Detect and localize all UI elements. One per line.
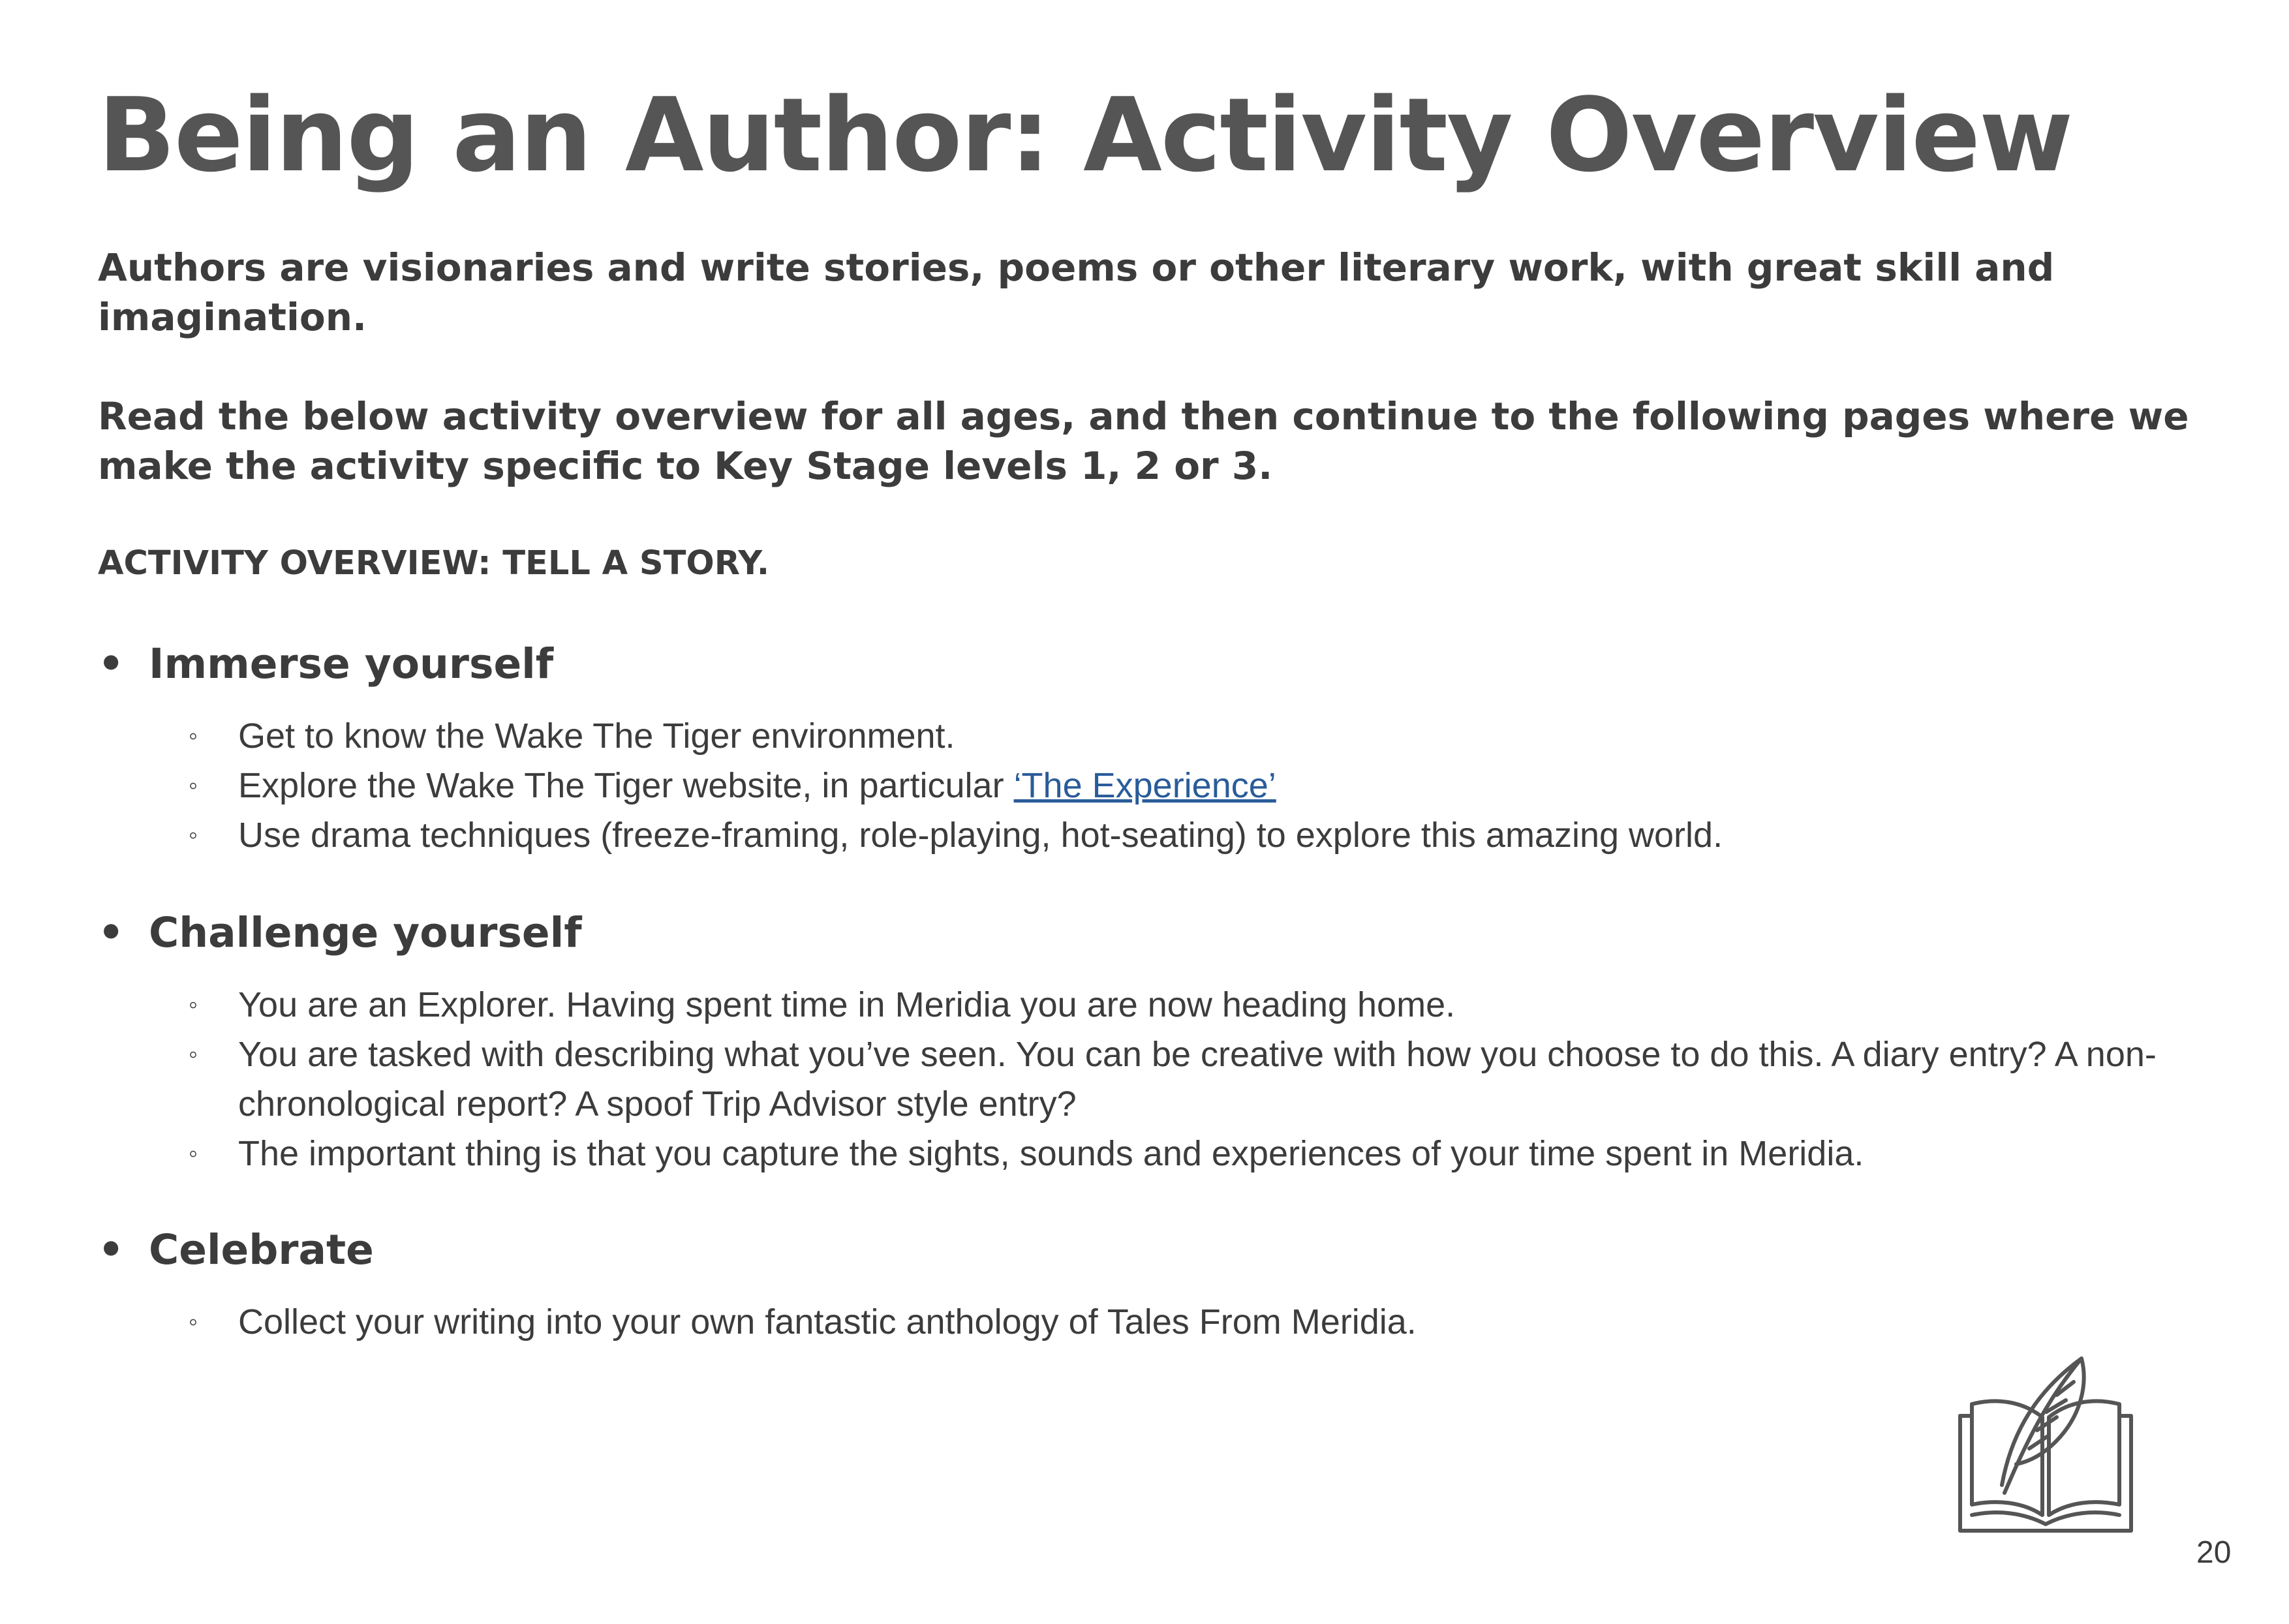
list-item xyxy=(186,1030,2196,1129)
list-item-text: The important thing is that you capture the sights, sounds and experiences of your time spent in Meridia. xyxy=(238,1134,1864,1173)
list-item-text: Collect your writing into your own fantastic anthology of Tales From Meridia. xyxy=(238,1302,1417,1341)
list-item xyxy=(186,810,2196,860)
the-experience-link[interactable]: ‘The Experience’ xyxy=(1013,766,1276,805)
intro-paragraph-overview: Read the below activity overview for all ages, and then continue to the following pages where we make the activity specific to Key Stage levels 1, 2 or 3. xyxy=(98,394,2189,488)
immerse-list xyxy=(186,711,2196,860)
list-item xyxy=(186,711,2196,761)
list-item-text: Get to know the Wake The Tiger environment. xyxy=(238,716,955,756)
bullet-icon: • xyxy=(98,640,125,688)
list-item-text: You are an Explorer. Having spent time in Meridia you are now heading home. xyxy=(238,985,1456,1024)
section-heading-label: Immerse yourself xyxy=(149,640,554,688)
challenge-list xyxy=(186,980,2196,1178)
section-heading-celebrate xyxy=(98,1224,374,1276)
book-and-quill-icon xyxy=(1951,1344,2140,1533)
bullet-icon: • xyxy=(98,1226,125,1274)
hollow-bullet-icon: ◦ xyxy=(189,722,198,750)
intro-paragraph-authors: Authors are visionaries and write stories, poems or other literary work, with great skill and imagination. xyxy=(98,245,2055,339)
list-item xyxy=(186,1297,2196,1347)
activity-overview-heading: ACTIVITY OVERVIEW: TELL A STORY. xyxy=(98,544,770,583)
section-heading-label: Celebrate xyxy=(149,1226,374,1274)
page-number: 20 xyxy=(2196,1535,2232,1570)
hollow-bullet-icon: ◦ xyxy=(189,771,198,800)
section-heading-challenge xyxy=(98,907,582,959)
hollow-bullet-icon: ◦ xyxy=(189,1308,198,1336)
section-heading-label: Challenge yourself xyxy=(149,909,582,957)
hollow-bullet-icon: ◦ xyxy=(189,1040,198,1069)
section-heading-immerse xyxy=(98,638,553,690)
list-item-text: Use drama techniques (freeze-framing, role-playing, hot-seating) to explore this amazing world. xyxy=(238,816,1723,855)
list-item-text: You are tasked with describing what you’ve seen. You can be creative with how you choose to do this. A diary entry? A non-chronological report? A spoof Trip Advisor style entry? xyxy=(238,1035,2157,1124)
celebrate-list xyxy=(186,1297,2196,1347)
bullet-icon: • xyxy=(98,909,125,957)
list-item xyxy=(186,1129,2196,1178)
page-title: Being an Author: Activity Overview xyxy=(98,76,2072,194)
hollow-bullet-icon: ◦ xyxy=(189,821,198,850)
list-item-text: Explore the Wake The Tiger website, in particular xyxy=(238,766,1014,805)
hollow-bullet-icon: ◦ xyxy=(189,990,198,1019)
list-item xyxy=(186,980,2196,1030)
list-item xyxy=(186,761,2196,810)
hollow-bullet-icon: ◦ xyxy=(189,1139,198,1168)
